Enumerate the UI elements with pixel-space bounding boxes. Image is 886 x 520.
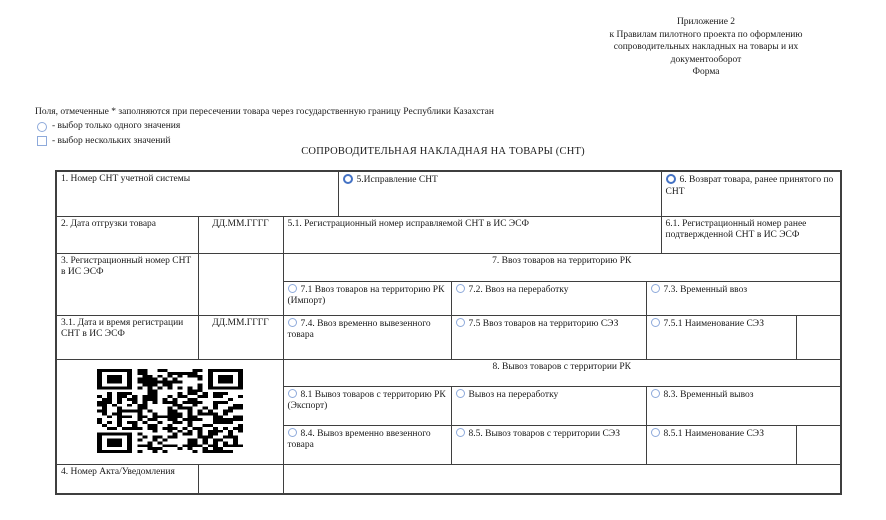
radio-7-5-1-icon[interactable] [651,318,660,327]
radio-8-2-icon[interactable] [456,389,465,398]
field-8-2-cell [451,386,646,425]
field-7-5-1-cell [646,315,796,359]
field-7-2-label: 7.2. Ввоз на переработку [468,284,569,295]
bottom-empty-cell [283,464,841,494]
field-7-5-1-label: 7.5.1 Наименование СЭЗ [663,318,764,329]
field-3-1-value-cell[interactable] [198,315,283,359]
field-8-4-label: 8.4. Вывоз временно ввезенного товара [287,428,431,451]
intro-block [35,106,494,147]
legend-single-choice [35,120,494,132]
field-7-5-label: 7.5 Ввоз товаров на территорию СЭЗ [468,318,619,329]
field-8-4-cell [283,425,451,464]
field-8-5-label: 8.5. Вывоз товаров с территории СЭЗ [468,428,620,439]
field-2-date-format: ДД.ММ.ГГГГ [212,218,269,229]
field-7-1-cell [283,281,451,315]
radio-5-correction-icon[interactable] [343,174,353,184]
section-8-header-cell [283,359,841,386]
radio-7-4-icon[interactable] [288,318,297,327]
field-5-cell [338,171,661,216]
field-3-label-cell [56,253,198,315]
radio-8-1-icon[interactable] [288,389,297,398]
appendix-line: документооборот [670,54,742,65]
field-5-1-label: 5.1. Регистрационный номер исправляемой СНТ в ИС ЭСФ [287,218,530,229]
appendix-note [534,16,878,79]
field-4-label-cell [56,464,198,494]
field-3-1-label: 3.1. Дата и время регистрации СНТ в ИС ЭСФ [61,317,184,340]
field-6-label: 6. Возврат товара, ранее принятого по СНТ [665,175,834,197]
field-7-3-cell [646,281,841,315]
field-3-1-date-format: ДД.ММ.ГГГГ [212,317,269,328]
field-7-1-label: 7.1 Ввоз товаров на территорию РК (Импорт) [287,284,445,307]
qr-code [61,362,279,458]
radio-6-return-icon[interactable] [666,174,676,184]
section-7-header-cell [283,253,841,281]
appendix-line: Форма [692,67,720,78]
field-8-5-1-cell [646,425,796,464]
field-8-5-cell [451,425,646,464]
qr-code-cell [56,359,283,464]
legend-single-label: - выбор только одного значения [52,121,181,132]
field-2-label: 2. Дата отгрузки товара [61,218,157,229]
field-5-label: 5.Исправление СНТ [356,175,438,185]
field-8-5-1-label: 8.5.1 Наименование СЭЗ [663,428,764,439]
field-2-label-cell [56,216,198,253]
radio-legend-icon [37,122,47,132]
document-title: СОПРОВОДИТЕЛЬНАЯ НАКЛАДНАЯ НА ТОВАРЫ (СНТ) [301,146,585,157]
snt-form-table [55,170,842,495]
field-8-3-label: 8.3. Временный вывоз [663,389,754,400]
field-1-label: 1. Номер СНТ учетной системы [61,174,191,184]
appendix-line: Приложение 2 [676,17,736,27]
radio-7-1-icon[interactable] [288,284,297,293]
field-3-value-cell[interactable] [198,253,283,315]
legend-multiple-label: - выбор нескольких значений [52,135,171,146]
field-8-3-cell [646,386,841,425]
field-7-4-cell [283,315,451,359]
field-5-1-cell[interactable] [283,216,661,253]
radio-7-3-icon[interactable] [651,284,660,293]
field-6-1-label: 6.1. Регистрационный номер ранее подтвержденной СНТ в ИС ЭСФ [665,218,807,241]
field-6-cell [661,171,841,216]
field-7-3-label: 7.3. Временный ввоз [663,284,748,295]
section-8-header: 8. Вывоз товаров с территории РК [492,361,631,372]
radio-8-5-1-icon[interactable] [651,428,660,437]
field-8-5-1-value-cell[interactable] [796,425,841,464]
field-3-label: 3. Регистрационный номер СНТ в ИС ЭСФ [61,255,192,278]
field-7-5-1-value-cell[interactable] [796,315,841,359]
radio-8-5-icon[interactable] [456,428,465,437]
checkbox-legend-icon [37,136,47,146]
field-3-1-label-cell [56,315,198,359]
field-6-1-cell[interactable] [661,216,841,253]
field-1-cell[interactable] [56,171,338,216]
field-8-2-label: Вывоз на переработку [468,389,559,400]
radio-8-4-icon[interactable] [288,428,297,437]
radio-7-2-icon[interactable] [456,284,465,293]
appendix-line: к Правилам пилотного проекта по оформлению [609,29,803,40]
asterisk-note: Поля, отмеченные * заполняются при пересечении товара через государственную границу Республики Казахстан [35,107,494,117]
field-4-label: 4. Номер Акта/Уведомления [61,466,175,477]
field-4-value-cell[interactable] [198,464,283,494]
field-7-4-label: 7.4. Ввоз временно вывезенного товара [287,318,431,341]
section-7-header: 7. Ввоз товаров на территорию РК [492,255,632,266]
field-8-1-cell [283,386,451,425]
radio-7-5-icon[interactable] [456,318,465,327]
radio-8-3-icon[interactable] [651,389,660,398]
field-7-5-cell [451,315,646,359]
appendix-line: сопроводительных накладных на товары и их [613,42,799,53]
field-7-2-cell [451,281,646,315]
field-2-value-cell[interactable] [198,216,283,253]
field-8-1-label: 8.1 Вывоз товаров с территорию РК (Экспорт) [287,389,446,412]
